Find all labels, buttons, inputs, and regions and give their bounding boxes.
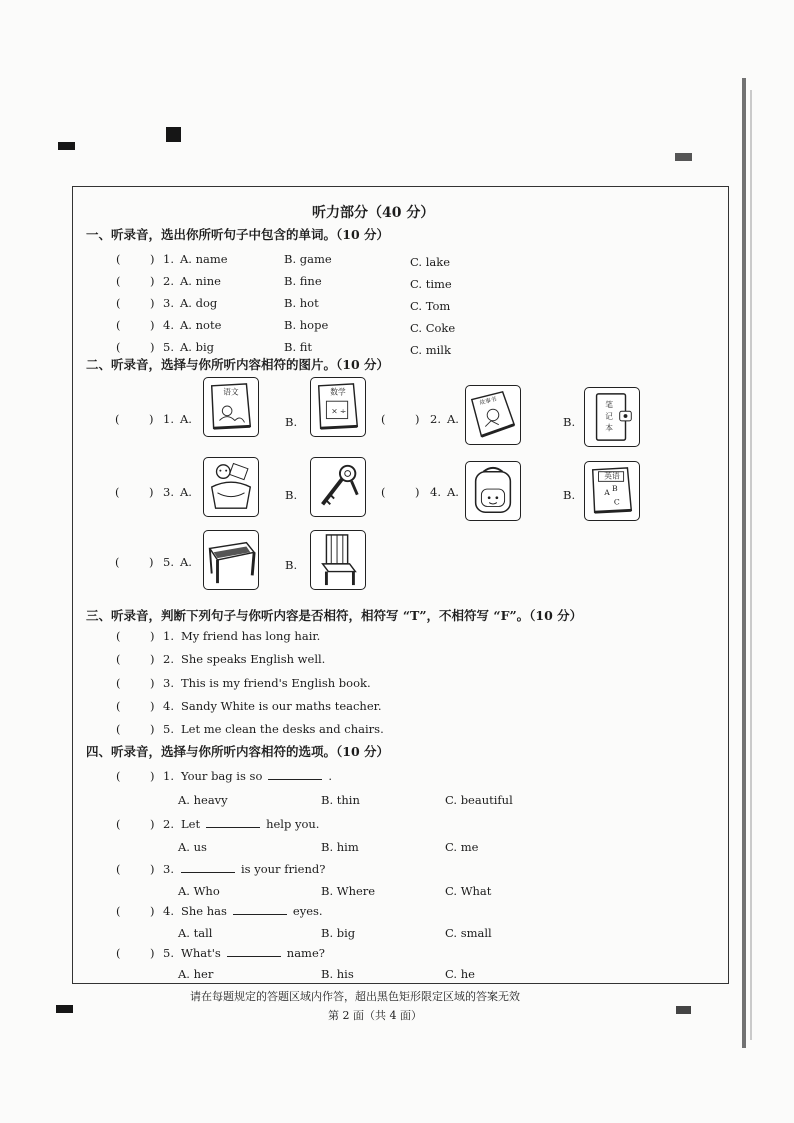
page-title: 听力部分（40 分） [312,205,435,221]
notebook-icon [584,387,640,447]
option-b: B. [285,415,298,429]
item-number: 2. [163,652,174,666]
toys-icon [203,457,259,517]
answer-paren-close: ) [150,274,155,288]
svg-text:C: C [613,497,620,507]
answer-paren-open: ( [116,769,121,783]
answer-paren-open: ( [116,862,121,876]
svg-text:÷: ÷ [339,406,347,416]
answer-paren-close: ) [149,555,154,569]
question-text-after: name? [286,946,325,960]
option-b: B. Where [321,884,376,898]
item-number: 3. [163,485,174,499]
section-2-heading: 二、听录音，选择与你所听内容相符的图片。（10 分） [86,357,389,372]
option-a: A. [447,485,459,499]
option-a: A. name [180,252,228,266]
scan-edge [750,90,752,1040]
answer-paren-open: ( [116,699,121,713]
answer-blank [181,862,235,873]
option-c: C. me [445,840,479,854]
option-a: A. [180,555,192,569]
item-number: 1. [163,412,174,426]
option-b: B. fine [284,274,322,288]
item-number: 5. [163,340,174,354]
answer-paren-close: ) [150,769,155,783]
registration-mark [56,1005,73,1013]
option-a: A. tall [178,926,213,940]
svg-text:本: 本 [605,423,613,433]
answer-paren-close: ) [150,340,155,354]
answer-paren-open: ( [116,946,121,960]
answer-paren-open: ( [115,412,120,426]
question-text-before: What's [181,946,221,960]
option-c: C. beautiful [445,793,513,807]
answer-paren-close: ) [150,629,155,643]
item-number: 4. [163,699,174,713]
svg-text:语文: 语文 [223,387,239,397]
question-text-after: eyes. [292,904,323,918]
option-b: B. thin [321,793,360,807]
schoolbag-icon [465,461,521,521]
svg-text:笔: 笔 [605,400,613,410]
item-number: 1. [163,769,174,783]
item-number: 3. [163,676,174,690]
answer-paren-close: ) [150,722,155,736]
answer-paren-open: ( [116,629,121,643]
option-c: C. lake [410,255,451,269]
option-b: B. his [321,967,354,981]
question-text [181,817,319,831]
option-b: B. fit [284,340,313,354]
svg-text:A: A [604,487,610,497]
item-number: 2. [163,817,174,831]
option-a: A. [447,412,459,426]
statement-text: My friend has long hair. [181,629,321,643]
item-number: 1. [163,252,174,266]
answer-paren-close: ) [150,252,155,266]
answer-paren-open: ( [116,252,121,266]
statement-text: She speaks English well. [181,652,326,666]
item-number: 5. [163,722,174,736]
footer-notice: 请在每题规定的答题区域内作答，超出黑色矩形限定区域的答案无效 [190,990,520,1003]
section-3-heading: 三、听录音，判断下列句子与你听内容是否相符，相符写 “T”，不相符写 “F”。（10 分） [86,608,583,623]
answer-blank [233,904,287,915]
option-b: B. [563,415,576,429]
answer-paren-open: ( [381,485,386,499]
answer-paren-open: ( [116,318,121,332]
answer-paren-close: ) [150,946,155,960]
option-a: A. her [178,967,214,981]
answer-paren-open: ( [116,817,121,831]
question-text-before: She has [181,904,227,918]
section-1-heading: 一、听录音，选出你所听句子中包含的单词。（10 分） [86,227,389,242]
item-number: 1. [163,629,174,643]
answer-paren-open: ( [116,652,121,666]
chinese-book-icon [203,377,259,437]
answer-paren-open: ( [116,904,121,918]
answer-paren-open: ( [381,412,386,426]
registration-mark [166,127,181,142]
section-4-heading: 四、听录音，选择与你所听内容相符的选项。（10 分） [86,744,389,759]
option-b: B. [563,488,576,502]
option-b: B. [285,558,298,572]
option-a: A. note [180,318,222,332]
answer-paren-close: ) [150,817,155,831]
svg-text:记: 记 [605,411,613,421]
chair-icon [310,530,366,590]
svg-text:B: B [612,484,618,493]
option-a: A. [180,412,192,426]
option-c: C. Coke [410,321,456,335]
item-number: 5. [163,946,174,960]
question-text-after: . [328,769,333,783]
answer-paren-close: ) [150,652,155,666]
answer-paren-open: ( [115,485,120,499]
answer-paren-open: ( [116,340,121,354]
answer-paren-close: ) [415,485,420,499]
question-text [181,769,332,783]
answer-blank [206,817,260,828]
option-c: C. What [445,884,492,898]
registration-mark [58,142,75,150]
option-a: A. heavy [178,793,228,807]
option-a: A. big [180,340,215,354]
option-b: B. him [321,840,359,854]
statement-text: Sandy White is our maths teacher. [181,699,382,713]
question-text [181,904,323,918]
option-c: C. milk [410,343,451,357]
option-a: A. Who [178,884,220,898]
option-a: A. dog [180,296,218,310]
keys-icon [310,457,366,517]
option-c: C. small [445,926,492,940]
answer-paren-open: ( [116,722,121,736]
scan-edge [742,78,746,1048]
question-text-after: help you. [266,817,320,831]
question-text-after: is your friend? [241,862,326,876]
answer-paren-open: ( [116,676,121,690]
answer-paren-close: ) [149,412,154,426]
option-c: C. time [410,277,452,291]
registration-mark [675,153,692,161]
question-text-before: Your bag is so [181,769,263,783]
option-b: B. hope [284,318,329,332]
item-number: 5. [163,555,174,569]
answer-paren-close: ) [415,412,420,426]
option-b: B. game [284,252,332,266]
desk-icon [203,530,259,590]
item-number: 4. [163,904,174,918]
answer-paren-close: ) [149,485,154,499]
option-a: A. nine [180,274,221,288]
answer-paren-close: ) [150,318,155,332]
svg-text:×: × [331,406,338,416]
question-text-before: Let [181,817,201,831]
svg-text:数学: 数学 [330,387,346,397]
item-number: 4. [430,485,441,499]
item-number: 3. [163,296,174,310]
answer-paren-open: ( [116,296,121,310]
english-book-icon [584,461,640,521]
answer-paren-open: ( [116,274,121,288]
answer-blank [268,769,322,780]
statement-text: This is my friend's English book. [181,676,371,690]
option-a: A. us [178,840,207,854]
option-c: C. he [445,967,475,981]
answer-paren-close: ) [150,862,155,876]
answer-paren-close: ) [150,699,155,713]
question-text [181,862,325,876]
option-c: C. Tom [410,299,451,313]
answer-paren-open: ( [115,555,120,569]
storybook-icon [465,385,521,445]
registration-mark [676,1006,691,1014]
answer-paren-close: ) [150,676,155,690]
option-b: B. big [321,926,356,940]
option-a: A. [180,485,192,499]
svg-text:故事书: 故事书 [479,396,498,407]
item-number: 2. [430,412,441,426]
page-number: 第 2 面（共 4 面） [328,1009,422,1022]
item-number: 2. [163,274,174,288]
answer-paren-close: ) [150,296,155,310]
item-number: 4. [163,318,174,332]
maths-book-icon [310,377,366,437]
item-number: 3. [163,862,174,876]
statement-text: Let me clean the desks and chairs. [181,722,384,736]
answer-blank [227,946,281,957]
question-text [181,946,325,960]
answer-paren-close: ) [150,904,155,918]
svg-text:英语: 英语 [604,471,620,481]
option-b: B. [285,488,298,502]
option-b: B. hot [284,296,319,310]
